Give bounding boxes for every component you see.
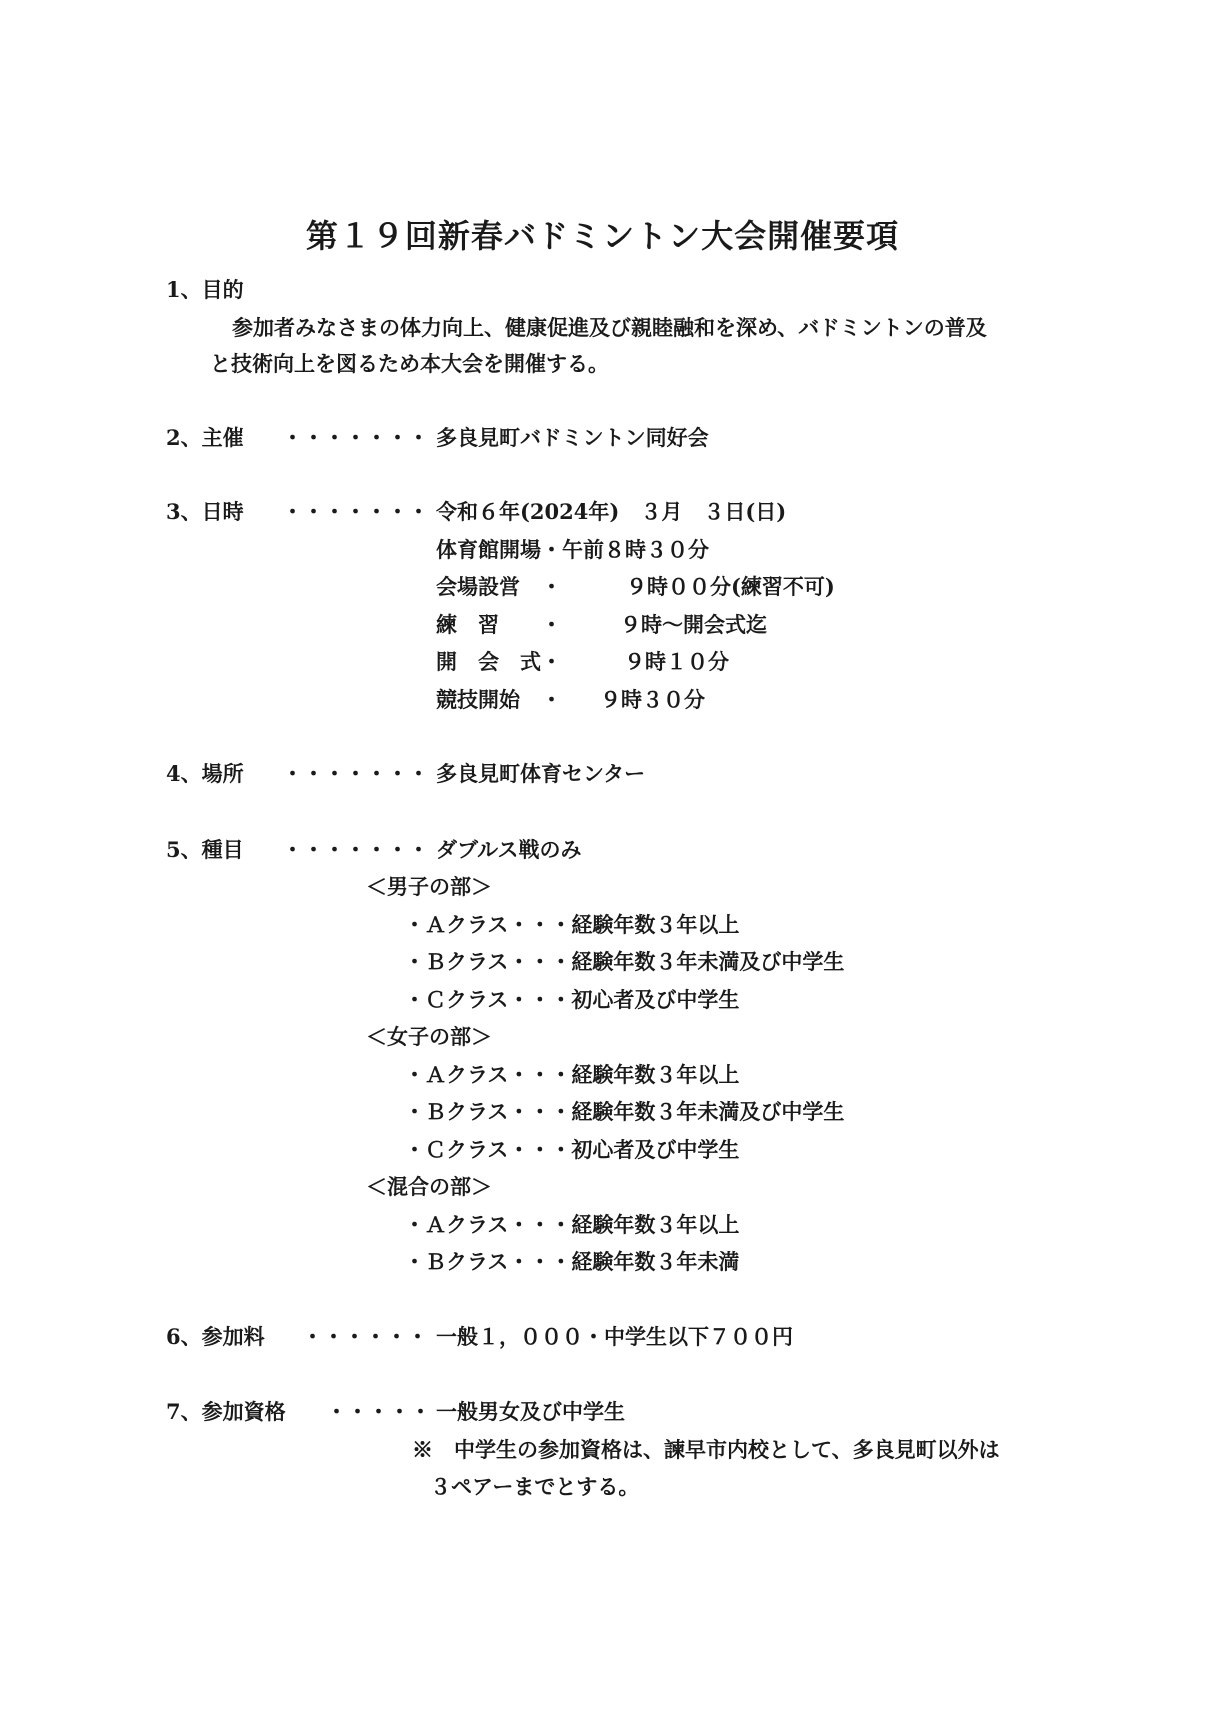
- purpose-text-line1: 参加者みなさまの体力向上、健康促進及び親睦融和を深め、バドミントンの普及: [232, 315, 987, 340]
- men-division-header: ＜男子の部＞: [366, 874, 492, 899]
- purpose-text-line2: と技術向上を図るため本大会を開催する。: [210, 351, 609, 376]
- eligibility-value: 一般男女及び中学生: [436, 1399, 625, 1424]
- women-class-a: ・Ａクラス・・・経験年数３年以上: [404, 1062, 740, 1087]
- eligibility-note-line2: ３ペアーまでとする。: [430, 1474, 640, 1499]
- women-class-c: ・Ｃクラス・・・初心者及び中学生: [404, 1137, 740, 1162]
- section-datetime-heading: 3、日時: [166, 499, 244, 524]
- mixed-division-header: ＜混合の部＞: [366, 1174, 492, 1199]
- venue-value: 多良見町体育センター: [436, 761, 646, 786]
- section-organizer-heading: 2、主催: [166, 425, 244, 450]
- datetime-gym-open: 体育館開場・午前８時３０分: [436, 537, 709, 562]
- eligibility-note-line1: ※ 中学生の参加資格は、諫早市内校として、多良見町以外は: [412, 1437, 1000, 1462]
- organizer-value: 多良見町バドミントン同好会: [436, 425, 709, 450]
- venue-dots: ・・・・・・・: [282, 761, 429, 786]
- men-class-b: ・Ｂクラス・・・経験年数３年未満及び中学生: [404, 949, 845, 974]
- datetime-dots: ・・・・・・・: [282, 499, 429, 524]
- eligibility-dots: ・・・・・: [326, 1399, 431, 1424]
- datetime-start-label: 競技開始 ・: [436, 687, 562, 712]
- women-division-header: ＜女子の部＞: [366, 1024, 492, 1049]
- events-dots: ・・・・・・・: [282, 837, 429, 862]
- fee-value: 一般１，０００・中学生以下７００円: [436, 1324, 793, 1349]
- datetime-ceremony-label: 開 会 式・: [436, 649, 562, 674]
- datetime-setup-value: ９時００分(練習不可): [626, 574, 835, 599]
- events-value: ダブルス戦のみ: [436, 837, 582, 862]
- mixed-class-a: ・Ａクラス・・・経験年数３年以上: [404, 1212, 740, 1237]
- datetime-date: 令和６年(2024年) ３月 ３日(日): [436, 499, 787, 524]
- datetime-start-value: ９時３０分: [600, 687, 705, 712]
- section-fee-heading: 6、参加料: [166, 1324, 265, 1349]
- mixed-class-b: ・Ｂクラス・・・経験年数３年未満: [404, 1249, 740, 1274]
- section-venue-heading: 4、場所: [166, 761, 244, 786]
- section-purpose-heading: 1、目的: [166, 277, 244, 302]
- men-class-a: ・Ａクラス・・・経験年数３年以上: [404, 912, 740, 937]
- datetime-setup-label: 会場設営 ・: [436, 574, 562, 599]
- datetime-ceremony-value: ９時１０分: [624, 649, 729, 674]
- women-class-b: ・Ｂクラス・・・経験年数３年未満及び中学生: [404, 1099, 845, 1124]
- section-events-heading: 5、種目: [166, 837, 244, 862]
- document-title: 第１９回新春バドミントン大会開催要項: [305, 217, 900, 255]
- datetime-practice-label: 練 習 ・: [436, 612, 562, 637]
- datetime-practice-value: ９時～開会式迄: [620, 612, 767, 637]
- fee-dots: ・・・・・・: [302, 1324, 428, 1349]
- organizer-dots: ・・・・・・・: [282, 425, 429, 450]
- men-class-c: ・Ｃクラス・・・初心者及び中学生: [404, 987, 740, 1012]
- section-eligibility-heading: 7、参加資格: [166, 1399, 286, 1424]
